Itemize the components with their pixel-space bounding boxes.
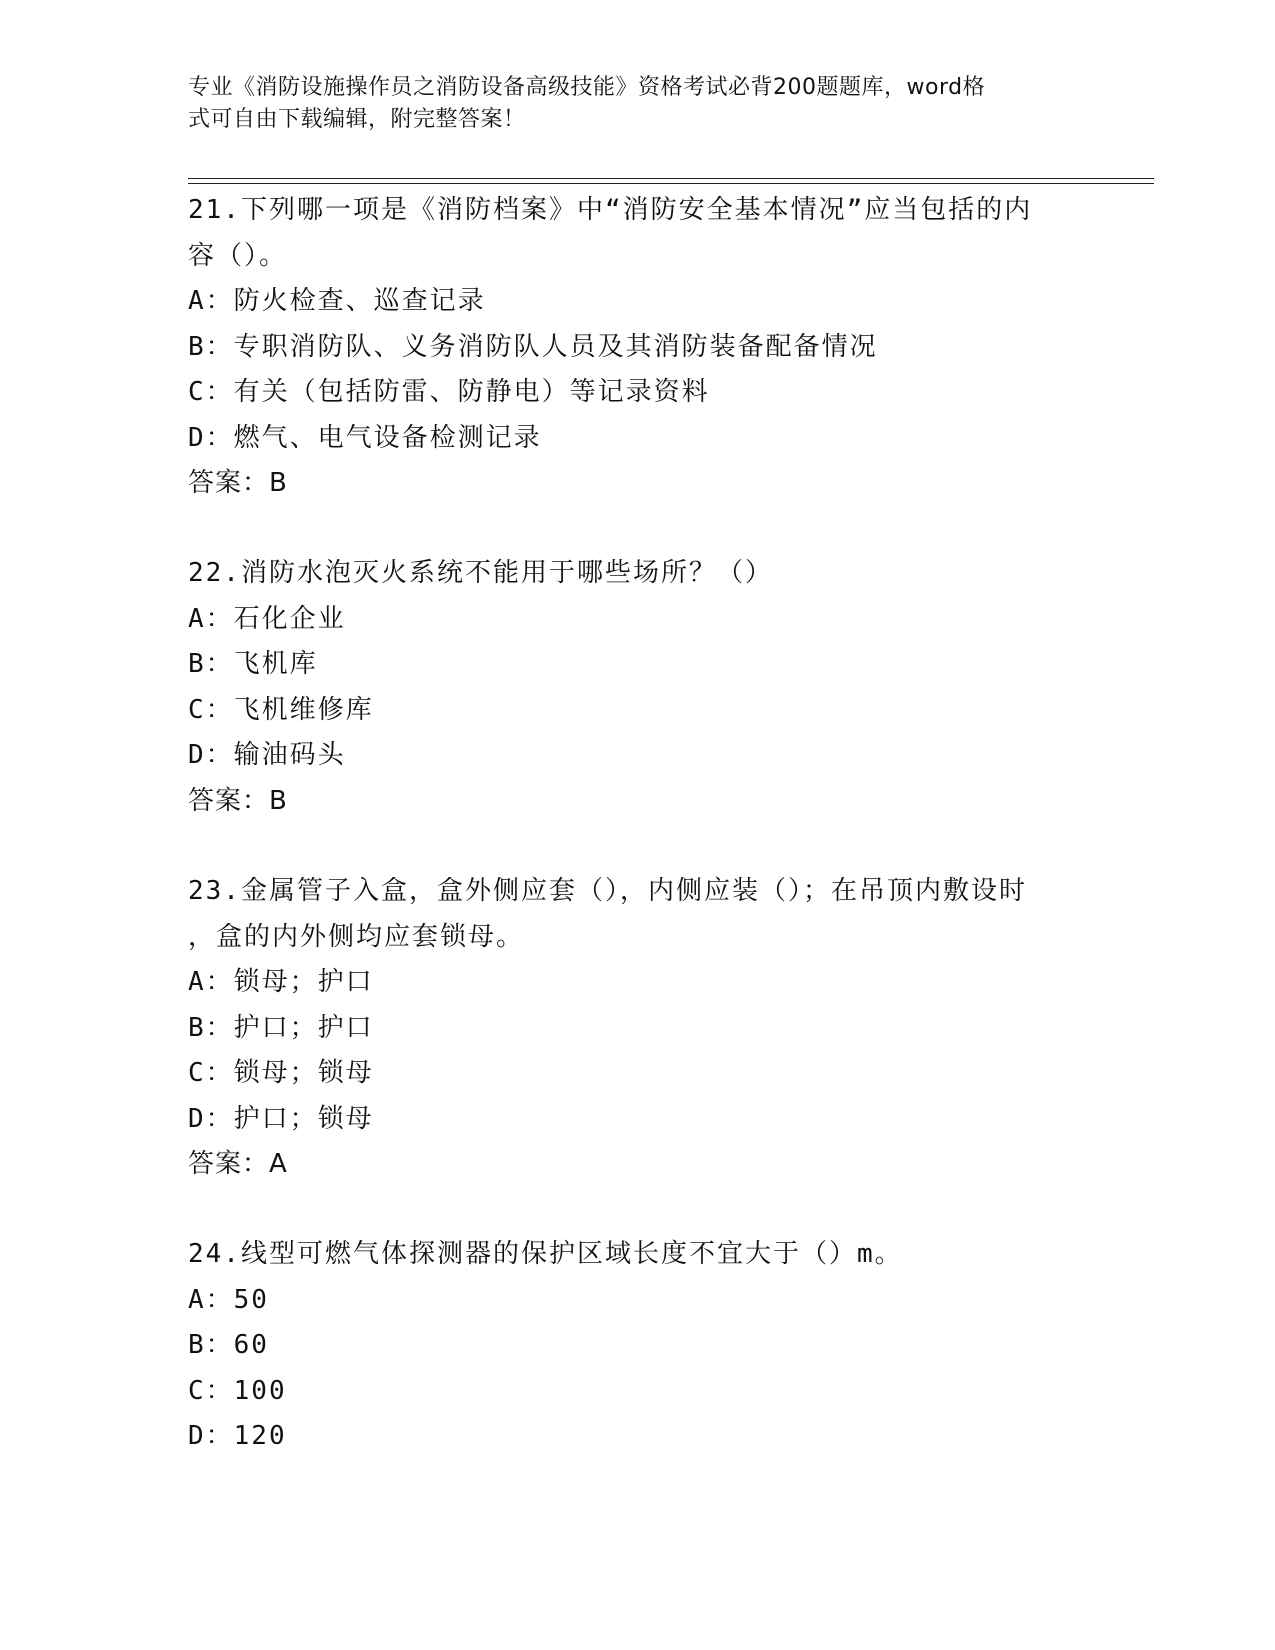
- option-d: D：燃气、电气设备检测记录: [188, 422, 542, 453]
- option-c: C：100: [188, 1375, 287, 1406]
- answer-line: 答案：A: [188, 1149, 288, 1179]
- question-stem-line: 容（）。: [188, 240, 288, 271]
- question-24: [188, 1232, 1078, 1460]
- option-b: B：飞机库: [188, 649, 318, 679]
- option-a: A：防火检查、巡查记录: [188, 286, 486, 316]
- document-header: [188, 72, 1068, 136]
- option-c: C：有关（包括防雷、防静电）等记录资料: [188, 377, 710, 407]
- question-stem-line: ，盒的内外侧均应套锁母。: [188, 921, 525, 952]
- option-c: C：锁母；锁母: [188, 1058, 374, 1088]
- question-21: [188, 188, 1078, 507]
- question-stem-line: 23.金属管子入盒，盒外侧应套（），内侧应装（）；在吊顶内敷设时: [188, 876, 1027, 906]
- question-22: [188, 551, 1078, 824]
- option-b: B：护口；护口: [188, 1012, 374, 1043]
- header-divider-bottom: [188, 183, 1154, 184]
- option-a: A：50: [188, 1284, 269, 1315]
- header-line-2: 式可自由下载编辑，附完整答案！: [188, 107, 526, 132]
- question-stem-line: 22.消防水泡灭火系统不能用于哪些场所？（）: [188, 558, 773, 588]
- option-b: B：60: [188, 1330, 269, 1360]
- question-23: [188, 869, 1078, 1188]
- option-c: C：飞机维修库: [188, 694, 374, 725]
- answer-line: 答案：B: [188, 785, 288, 816]
- question-stem-line: 21.下列哪一项是《消防档案》中“消防安全基本情况”应当包括的内: [188, 195, 1033, 225]
- header-divider-top: [188, 178, 1154, 179]
- option-a: A：锁母；护口: [188, 967, 374, 997]
- question-stem-line: 24.线型可燃气体探测器的保护区域长度不宜大于（）m。: [188, 1239, 903, 1269]
- option-b: B：专职消防队、义务消防队人员及其消防装备配备情况: [188, 331, 878, 362]
- option-d: D：护口；锁母: [188, 1103, 374, 1134]
- header-line-1: 专业《消防设施操作员之消防设备高级技能》资格考试必背200题题库，word格: [188, 75, 986, 100]
- option-d: D：120: [188, 1421, 287, 1451]
- option-a: A：石化企业: [188, 603, 346, 634]
- answer-line: 答案：B: [188, 468, 288, 498]
- option-d: D：输油码头: [188, 740, 346, 770]
